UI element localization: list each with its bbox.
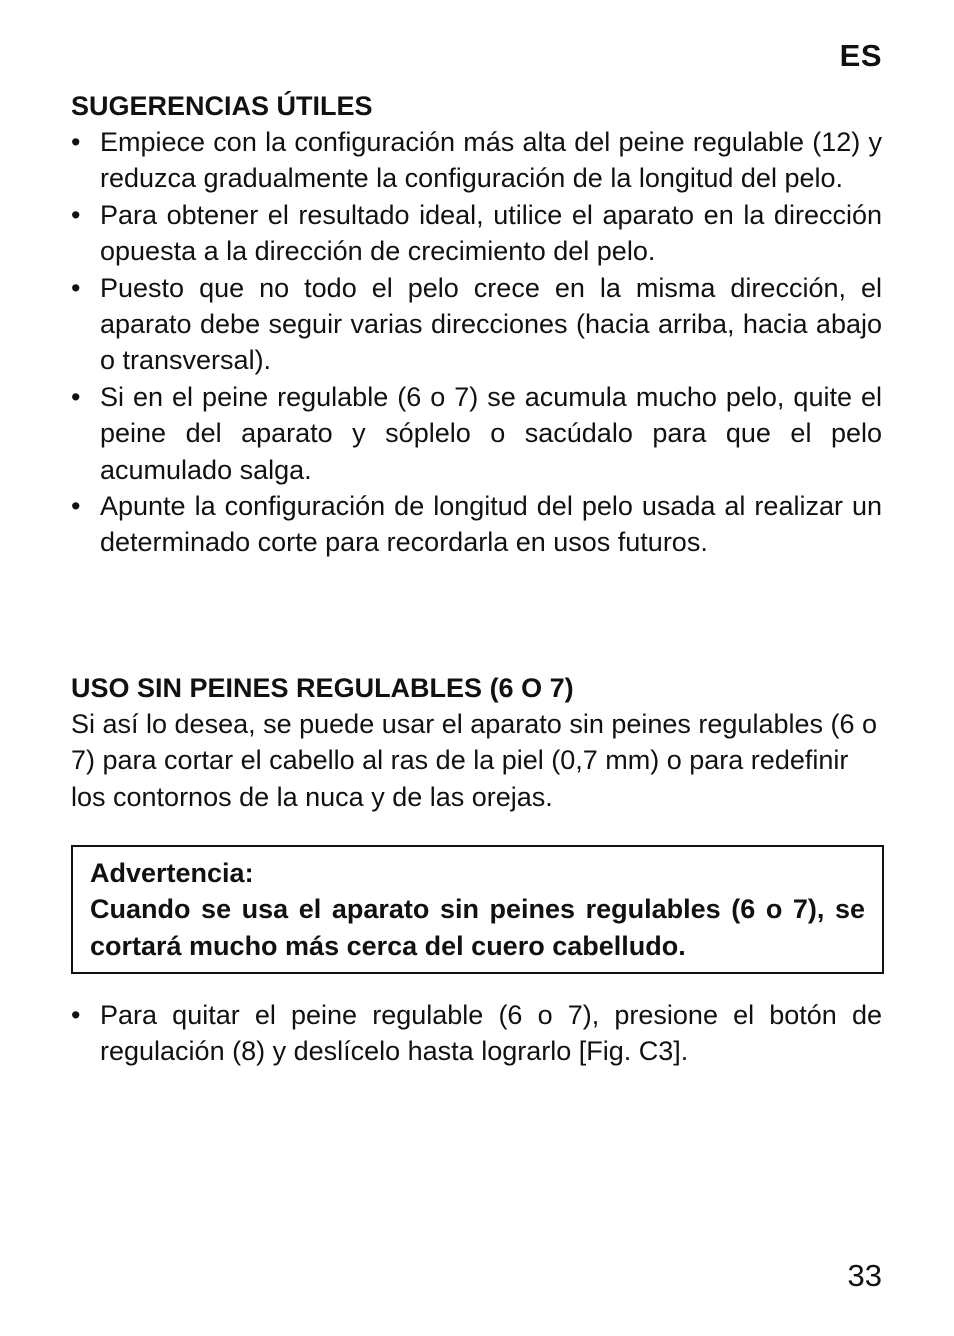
language-code: ES (839, 38, 882, 73)
list-item: • Apunte la configuración de longitud del pelo usada al realizar un determinado corte para recordarla en usos futuros. (71, 488, 882, 561)
warning-text: Cuando se usa el aparato sin peines regulables (6 o 7), se cortará mucho más cerca del cuero cabelludo. (90, 894, 865, 961)
list-item: • Empiece con la configuración más alta del peine regulable (12) y reduzca gradualmente la configuración de la longitud del pelo. (71, 124, 882, 197)
section-heading-no-combs: USO SIN PEINES REGULABLES (6 O 7) (71, 673, 574, 703)
list-item: • Puesto que no todo el pelo crece en la misma dirección, el aparato debe seguir varias direcciones (hacia arriba, hacia abajo o transversal). (71, 270, 882, 379)
section-heading-tips: SUGERENCIAS ÚTILES (71, 91, 373, 121)
list-item: • Para quitar el peine regulable (6 o 7), presione el botón de regulación (8) y deslícelo hasta lograrlo [Fig. C3]. (71, 997, 882, 1070)
list-item: • Si en el peine regulable (6 o 7) se acumula mucho pelo, quite el peine del aparato y sóplelo o sacúdalo para que el pelo acumulado salga. (71, 379, 882, 488)
tips-list (71, 124, 882, 561)
warning-box (71, 845, 884, 974)
section-paragraph: Si así lo desea, se puede usar el aparato sin peines regulables (6 o 7) para cortar el cabello al ras de la piel (0,7 mm) o para redefinir los contornos de la nuca y de las orejas. (71, 709, 878, 812)
warning-title: Advertencia: (90, 858, 254, 888)
page-number: 33 (847, 1258, 882, 1293)
list-item: • Para obtener el resultado ideal, utilice el aparato en la dirección opuesta a la dirección de crecimiento del pelo. (71, 197, 882, 270)
removal-list (71, 997, 882, 1070)
